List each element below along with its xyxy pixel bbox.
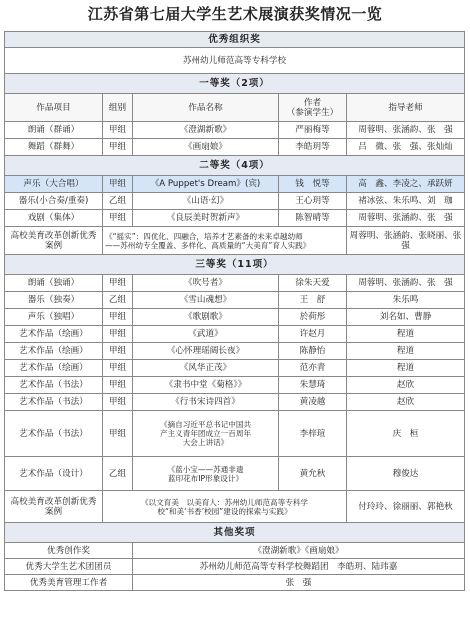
table-row: 戏剧（集体） 甲组 《良辰美时贺新声》 陈智晴等 周蓉明、张涵韵、张 强 (5, 210, 465, 227)
col-advisor: 指导老师 (347, 94, 465, 122)
case-name: 《以文育美 以美育人：苏州幼儿师范高等专科学 校“和美‘书香’校园”建设的探索与实践》 (103, 491, 347, 523)
table-row: 优秀美育管理工作者 张 强 (5, 575, 465, 591)
table-row: 艺术作品（书法） 甲组 《行书宋诗四首》 黄凌越 赵欣 (5, 394, 465, 411)
col-item: 作品项目 (5, 94, 103, 122)
table-row: 声乐（大合唱） 甲组 《A Puppet's Dream》(宾) 钱 悦等 高 鑫、李凌之、承跃妍 (5, 176, 465, 193)
page-title: 江苏省第七届大学生艺术展演获奖情况一览 (87, 5, 383, 23)
table-row: 高校美育改革创新优秀案例 《以文育美 以美育人：苏州幼儿师范高等专科学 校“和美‘书香’校园”建设的探索与实践》 付玲玲、徐丽丽、郭艳秋 (5, 491, 465, 523)
section-first-prize (5, 74, 465, 94)
case-name: 《“摇实”：四优化、四融合，培养才艺素备的未来卓越幼师 ——苏州幼专全覆盖、多样化、高质量的“大美育”育人实践》 (103, 227, 347, 255)
table-row: 艺术作品（设计） 乙组 《蓝小宝——苏通非遗 蓝印花布IP形象设计》 黄允秋 穆俊达 (5, 457, 465, 491)
section-heading: 三等奖（11项） (5, 255, 465, 275)
org-row (5, 48, 465, 74)
section-second-prize (5, 156, 465, 176)
table-row: 艺术作品（书法） 甲组 《摘自习近平总书记中国共 产主义青年团成立一百周年 大会上讲话》 李梓瑄 庆 桓 (5, 411, 465, 457)
awards-table (4, 31, 470, 591)
table-row: 艺术作品（绘画） 甲组 《武道》 许赵月 程道 (5, 326, 465, 343)
table-row: 高校美育改革创新优秀案例 《“摇实”：四优化、四融合，培养才艺素备的未来卓越幼师 ——苏州幼专全覆盖、多样化、高质量的“大美育”育人实践》 周蓉明、张涵韵、张晓丽、张 强 (5, 227, 465, 255)
col-author: 作者 （参演学生） (279, 94, 347, 122)
section-heading: 其他奖项 (5, 523, 465, 543)
table-row: 器乐（独奏） 乙组 《雪山魂想》 王 舒 朱乐鸣 (5, 292, 465, 309)
section-other-awards (5, 523, 465, 543)
table-row: 艺术作品（书法） 甲组 《隶书中堂《菊格》》 朱慧琦 赵欣 (5, 377, 465, 394)
table-row: 艺术作品（绘画） 甲组 《心怀理瑶阔长夜》 陈静怡 程道 (5, 343, 465, 360)
table-row: 声乐（独唱） 甲组 《歌剧歌》 於荷彤 刘名如、曹静 (5, 309, 465, 326)
column-header-row (5, 94, 465, 122)
table-row: 器乐(小合奏/重奏) 乙组 《山语·幻》 王心玥等 褚冰弦、朱乐鸣、刘 珈 (5, 193, 465, 210)
section-excellent-org (5, 32, 465, 48)
section-heading: 一等奖（2项） (5, 74, 465, 94)
section-heading: 优秀组织奖 (5, 32, 465, 48)
section-third-prize (5, 255, 465, 275)
table-row: 舞蹈（群舞） 甲组 《画扇娘》 李皓玥等 吕 微、张 强、张灿灿 (5, 139, 465, 156)
table-row: 朗诵（独诵） 甲组 《吹号者》 徐朱天爱 周蓉明、张涵韵、张 强 (5, 275, 465, 292)
table-row: 优秀创作奖 《澄湖新歌》《画扇娘》 (5, 543, 465, 559)
col-name: 作品名称 (133, 94, 279, 122)
org-school: 苏州幼儿师范高等专科学校 (5, 48, 465, 74)
table-row: 优秀大学生艺术团团员 苏州幼儿师范高等专科学校舞蹈团 李皓玥、陆玮嘉 (5, 559, 465, 575)
awards-sheet (4, 31, 470, 622)
table-row: 朗诵（群诵） 甲组 《澄湖新歌》 严丽梅等 周蓉明、张涵韵、张 强 (5, 122, 465, 139)
section-heading: 二等奖（4项） (5, 156, 465, 176)
table-row: 艺术作品（绘画） 甲组 《风华正茂》 范亦青 程道 (5, 360, 465, 377)
col-group: 组别 (103, 94, 133, 122)
